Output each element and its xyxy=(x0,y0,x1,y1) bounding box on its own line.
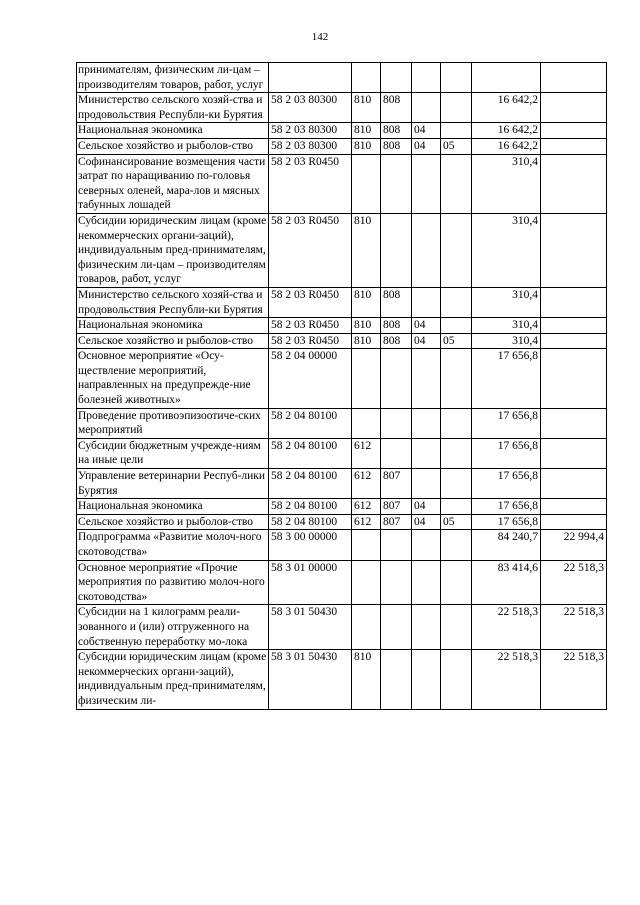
row-name: Основное мероприятие «Прочие мероприятия по развитию молоч-ного скотоводства» xyxy=(77,560,269,605)
row-subsection xyxy=(441,154,472,213)
row-code: 58 2 04 00000 xyxy=(269,349,352,408)
table-row xyxy=(77,349,607,408)
row-grbs xyxy=(352,154,381,213)
row-ved: 808 xyxy=(381,138,412,154)
row-amount-1: 17 656,8 xyxy=(472,408,541,438)
row-ved xyxy=(381,438,412,468)
row-name: Национальная экономика xyxy=(77,499,269,515)
row-amount-1: 83 414,6 xyxy=(472,560,541,605)
row-amount-1: 17 656,8 xyxy=(472,349,541,408)
row-name: Субсидии на 1 килограмм реали-зованного и (или) отгруженного на собственную переработку мо-лока xyxy=(77,605,269,650)
row-code: 58 2 03 80300 xyxy=(269,138,352,154)
row-grbs xyxy=(352,63,381,93)
table-row xyxy=(77,469,607,499)
budget-table xyxy=(76,62,607,710)
row-grbs: 612 xyxy=(352,469,381,499)
table-row xyxy=(77,63,607,93)
row-grbs xyxy=(352,605,381,650)
row-amount-1: 310,4 xyxy=(472,333,541,349)
row-ved xyxy=(381,605,412,650)
row-amount-1: 310,4 xyxy=(472,318,541,334)
row-amount-1: 310,4 xyxy=(472,154,541,213)
row-grbs: 810 xyxy=(352,333,381,349)
budget-table-body xyxy=(77,63,607,710)
row-section: 04 xyxy=(412,499,441,515)
table-row xyxy=(77,93,607,123)
table-row xyxy=(77,287,607,317)
row-section xyxy=(412,408,441,438)
row-name: Министерство сельского хозяй-ства и продовольствия Республи-ки Бурятия xyxy=(77,287,269,317)
table-row xyxy=(77,333,607,349)
row-subsection xyxy=(441,408,472,438)
row-ved: 808 xyxy=(381,93,412,123)
row-subsection xyxy=(441,499,472,515)
row-amount-2 xyxy=(541,499,607,515)
row-ved xyxy=(381,408,412,438)
row-section xyxy=(412,154,441,213)
row-grbs xyxy=(352,349,381,408)
row-ved: 808 xyxy=(381,123,412,139)
row-code: 58 3 00 00000 xyxy=(269,530,352,560)
row-ved xyxy=(381,213,412,287)
row-section: 04 xyxy=(412,138,441,154)
row-amount-1: 17 656,8 xyxy=(472,499,541,515)
row-amount-1: 310,4 xyxy=(472,287,541,317)
table-row xyxy=(77,213,607,287)
row-ved xyxy=(381,154,412,213)
row-code: 58 2 04 80100 xyxy=(269,408,352,438)
row-name: Министерство сельского хозяй-ства и продовольствия Республи-ки Бурятия xyxy=(77,93,269,123)
row-amount-2: 22 994,4 xyxy=(541,530,607,560)
row-amount-1: 16 642,2 xyxy=(472,138,541,154)
row-grbs: 612 xyxy=(352,499,381,515)
row-section xyxy=(412,349,441,408)
row-section xyxy=(412,287,441,317)
row-amount-2 xyxy=(541,154,607,213)
row-amount-2 xyxy=(541,469,607,499)
row-subsection xyxy=(441,650,472,709)
row-amount-2 xyxy=(541,138,607,154)
row-code: 58 3 01 50430 xyxy=(269,605,352,650)
row-code: 58 2 03 R0450 xyxy=(269,287,352,317)
row-section xyxy=(412,530,441,560)
table-row xyxy=(77,605,607,650)
row-name: Подпрограмма «Развитие молоч-ного скотоводства» xyxy=(77,530,269,560)
row-name: Управление ветеринарии Респуб-лики Бурятия xyxy=(77,469,269,499)
row-subsection xyxy=(441,287,472,317)
row-name: Сельское хозяйство и рыболов-ство xyxy=(77,138,269,154)
table-row xyxy=(77,650,607,709)
row-name: Сельское хозяйство и рыболов-ство xyxy=(77,333,269,349)
row-amount-2 xyxy=(541,408,607,438)
row-section: 04 xyxy=(412,318,441,334)
row-grbs xyxy=(352,408,381,438)
row-section: 04 xyxy=(412,123,441,139)
row-section xyxy=(412,93,441,123)
row-name: Проведение противоэпизоотиче-ских мероприятий xyxy=(77,408,269,438)
table-row xyxy=(77,123,607,139)
page-number: 142 xyxy=(311,31,329,43)
row-code: 58 3 01 50430 xyxy=(269,650,352,709)
row-subsection xyxy=(441,438,472,468)
row-amount-2 xyxy=(541,333,607,349)
row-amount-2: 22 518,3 xyxy=(541,605,607,650)
row-subsection xyxy=(441,93,472,123)
row-section xyxy=(412,63,441,93)
table-row xyxy=(77,138,607,154)
row-name: Национальная экономика xyxy=(77,318,269,334)
row-section xyxy=(412,438,441,468)
table-row xyxy=(77,514,607,530)
row-amount-2 xyxy=(541,63,607,93)
row-subsection xyxy=(441,349,472,408)
row-code: 58 2 03 R0450 xyxy=(269,333,352,349)
row-amount-2: 22 518,3 xyxy=(541,650,607,709)
row-amount-1: 17 656,8 xyxy=(472,514,541,530)
row-name: Субсидии юридическим лицам (кроме некоммерческих органи-заций), индивидуальным пред-принимателям, физическим ли-цам – производителям товаров, работ, услуг xyxy=(77,213,269,287)
row-grbs: 612 xyxy=(352,514,381,530)
row-code: 58 2 04 80100 xyxy=(269,499,352,515)
row-subsection: 05 xyxy=(441,138,472,154)
row-section xyxy=(412,605,441,650)
row-subsection xyxy=(441,318,472,334)
row-subsection: 05 xyxy=(441,333,472,349)
row-grbs: 810 xyxy=(352,287,381,317)
row-section: 04 xyxy=(412,333,441,349)
row-name: Субсидии бюджетным учрежде-ниям на иные цели xyxy=(77,438,269,468)
row-ved xyxy=(381,650,412,709)
row-amount-2: 22 518,3 xyxy=(541,560,607,605)
row-name: Субсидии юридическим лицам (кроме некоммерческих органи-заций), индивидуальным пред-принимателям, физическим ли- xyxy=(77,650,269,709)
row-name: Сельское хозяйство и рыболов-ство xyxy=(77,514,269,530)
row-code: 58 2 03 80300 xyxy=(269,93,352,123)
row-amount-1: 22 518,3 xyxy=(472,650,541,709)
row-grbs xyxy=(352,530,381,560)
row-grbs: 810 xyxy=(352,138,381,154)
row-section xyxy=(412,469,441,499)
row-amount-1: 22 518,3 xyxy=(472,605,541,650)
row-section xyxy=(412,560,441,605)
row-name: Основное мероприятие «Осу-ществление мероприятий, направленных на предупрежде-ние болезней животных» xyxy=(77,349,269,408)
table-row xyxy=(77,499,607,515)
row-code: 58 2 04 80100 xyxy=(269,514,352,530)
row-name: принимателям, физическим ли-цам – производителям товаров, работ, услуг xyxy=(77,63,269,93)
row-amount-2 xyxy=(541,123,607,139)
row-ved xyxy=(381,560,412,605)
row-amount-1: 310,4 xyxy=(472,213,541,287)
row-subsection xyxy=(441,605,472,650)
row-grbs xyxy=(352,560,381,605)
row-subsection xyxy=(441,123,472,139)
row-ved: 808 xyxy=(381,333,412,349)
row-ved: 807 xyxy=(381,469,412,499)
row-ved: 808 xyxy=(381,287,412,317)
row-amount-2 xyxy=(541,514,607,530)
row-code: 58 2 03 80300 xyxy=(269,123,352,139)
row-grbs: 810 xyxy=(352,650,381,709)
table-row xyxy=(77,530,607,560)
row-amount-2 xyxy=(541,438,607,468)
row-grbs: 810 xyxy=(352,93,381,123)
row-code: 58 3 01 00000 xyxy=(269,560,352,605)
row-amount-2 xyxy=(541,349,607,408)
row-code xyxy=(269,63,352,93)
row-subsection xyxy=(441,213,472,287)
row-subsection xyxy=(441,63,472,93)
row-ved: 808 xyxy=(381,318,412,334)
row-section: 04 xyxy=(412,514,441,530)
table-row xyxy=(77,560,607,605)
row-section xyxy=(412,650,441,709)
row-code: 58 2 04 80100 xyxy=(269,469,352,499)
row-amount-1 xyxy=(472,63,541,93)
row-subsection xyxy=(441,469,472,499)
row-amount-1: 16 642,2 xyxy=(472,123,541,139)
row-amount-2 xyxy=(541,287,607,317)
row-grbs: 612 xyxy=(352,438,381,468)
row-ved: 807 xyxy=(381,514,412,530)
table-row xyxy=(77,154,607,213)
row-amount-1: 16 642,2 xyxy=(472,93,541,123)
row-amount-2 xyxy=(541,213,607,287)
row-subsection xyxy=(441,560,472,605)
row-amount-2 xyxy=(541,93,607,123)
row-code: 58 2 03 R0450 xyxy=(269,318,352,334)
row-amount-1: 17 656,8 xyxy=(472,438,541,468)
row-amount-1: 84 240,7 xyxy=(472,530,541,560)
row-ved xyxy=(381,530,412,560)
table-row xyxy=(77,438,607,468)
row-subsection xyxy=(441,530,472,560)
row-ved xyxy=(381,349,412,408)
row-subsection: 05 xyxy=(441,514,472,530)
row-code: 58 2 03 R0450 xyxy=(269,213,352,287)
row-amount-1: 17 656,8 xyxy=(472,469,541,499)
table-row xyxy=(77,408,607,438)
row-section xyxy=(412,213,441,287)
row-grbs: 810 xyxy=(352,123,381,139)
row-amount-2 xyxy=(541,318,607,334)
row-ved: 807 xyxy=(381,499,412,515)
row-code: 58 2 04 80100 xyxy=(269,438,352,468)
row-ved xyxy=(381,63,412,93)
row-code: 58 2 03 R0450 xyxy=(269,154,352,213)
row-name: Софинансирование возмещения части затрат по наращиванию по-головья северных оленей, мара-лов и мясных табунных лошадей xyxy=(77,154,269,213)
row-grbs: 810 xyxy=(352,213,381,287)
row-name: Национальная экономика xyxy=(77,123,269,139)
table-row xyxy=(77,318,607,334)
row-grbs: 810 xyxy=(352,318,381,334)
